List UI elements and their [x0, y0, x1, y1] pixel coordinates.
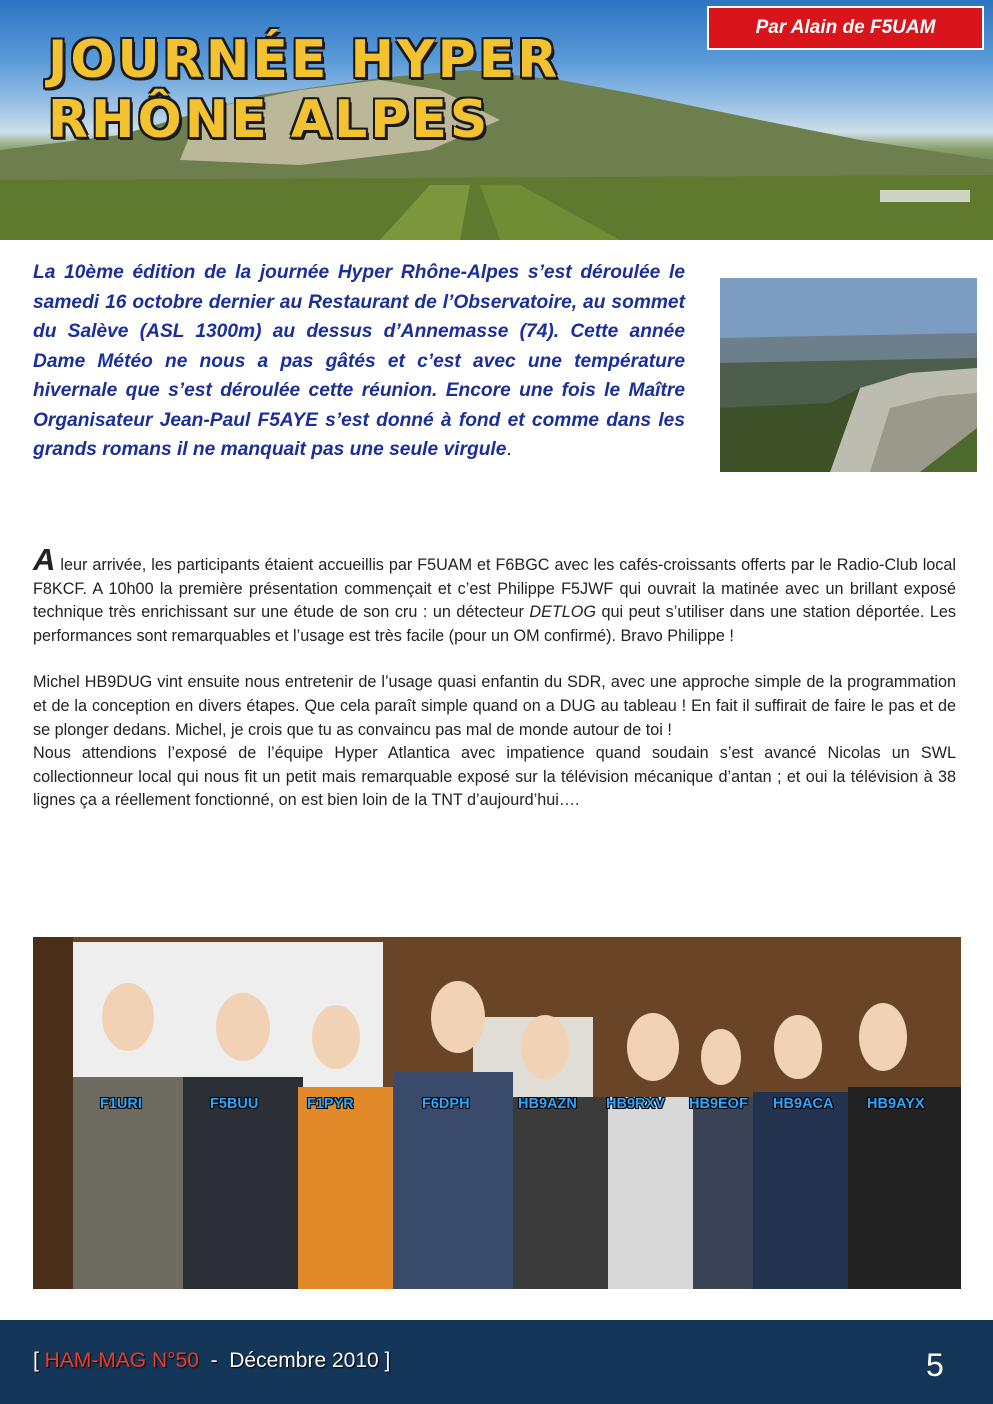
- banner-title-line2: RHÔNE ALPES: [48, 90, 491, 150]
- issue-date: Décembre 2010: [229, 1349, 379, 1372]
- footer-separator: -: [198, 1349, 230, 1372]
- callsign-label: HB9AYX: [867, 1096, 925, 1112]
- body-paragraph-1-text-a: leur arrivée, les participants étaient accueillis par F5UAM et F6BGC avec les cafés-croissants offerts par le Radio-Club local F8KCF. A 10h00 la première présentation commençait et c’est Philippe F5JWF qui ouvrait la matinée avec un brillant exposé technique très enrichissant sur une étude de son cru : un détecteur: [33, 556, 956, 622]
- detlog-term: DETLOG: [529, 603, 596, 622]
- footer-bracket-close: ]: [378, 1349, 391, 1372]
- body-paragraph-1-text-b: qui peut s’utiliser dans une station déportée. Les performances sont remarquables et l’usage est très facile (pour un OM confirmé). Bravo Philippe !: [33, 603, 957, 645]
- saleve-view-photo: [720, 278, 977, 472]
- article-body: [33, 542, 957, 813]
- callsign-label: F6DPH: [422, 1096, 470, 1112]
- body-paragraph-3: Nous attendions l’exposé de l’équipe Hyper Atlantica avec impatience quand soudain s’est avancé Nicolas un SWL collectionneur local qui nous fit un petit mais remarquable exposé sur la télévision mécanique d’antan ; et oui la télévision à 38 lignes ça a réellement fonctionné, on est bien loin de la TNT d’aujourd’hui….: [33, 744, 956, 810]
- callsign-label: HB9EOF: [689, 1096, 748, 1112]
- magazine-issue: HAM-MAG N°50: [44, 1349, 199, 1372]
- callsign-label: HB9AZN: [518, 1096, 577, 1112]
- dropcap: A: [33, 542, 56, 577]
- author-byline: Par Alain de F5UAM: [707, 6, 984, 50]
- group-photo: [33, 937, 961, 1289]
- callsign-label: F1URI: [100, 1096, 142, 1112]
- footer-issue-label: [33, 1349, 390, 1373]
- body-paragraph-2: Michel HB9DUG vint ensuite nous entretenir de l’usage quasi enfantin du SDR, avec une approche simple de la programmation et de la conception en divers étapes. Que cela paraît simple quand on a DUG au tableau ! En fait il suffirait de faire le pas et de se plonger dedans. Michel, je crois que tu as convaincu pas mal de monde autour de toi !: [33, 673, 956, 739]
- banner-title-line1: JOURNÉE HYPER: [48, 30, 561, 90]
- intro-end-punct: .: [506, 439, 512, 460]
- page-number: 5: [926, 1347, 944, 1383]
- body-paragraph-1: [33, 542, 957, 648]
- callsign-label: F5BUU: [210, 1096, 259, 1112]
- intro-paragraph: [33, 258, 685, 465]
- callsign-label: F1PYR: [307, 1096, 354, 1112]
- banner-title: [48, 30, 560, 150]
- footer-bracket-open: [: [33, 1349, 45, 1372]
- callsign-label: HB9RXV: [606, 1096, 665, 1112]
- callsign-label: HB9ACA: [773, 1096, 834, 1112]
- intro-text: La 10ème édition de la journée Hyper Rhône-Alpes s’est déroulée le samedi 16 octobre dernier au Restaurant de l’Observatoire, au sommet du Salève (ASL 1300m) au dessus d’Annemasse (74). Cette année Dame Météo ne nous a pas gâtés et c’est avec une température hivernale que s’est déroulée cette réunion. Encore une fois le Maître Organisateur Jean-Paul F5AYE s’est donné à fond et comme dans les grands romans il ne manquait pas une seule virgule: [33, 262, 685, 460]
